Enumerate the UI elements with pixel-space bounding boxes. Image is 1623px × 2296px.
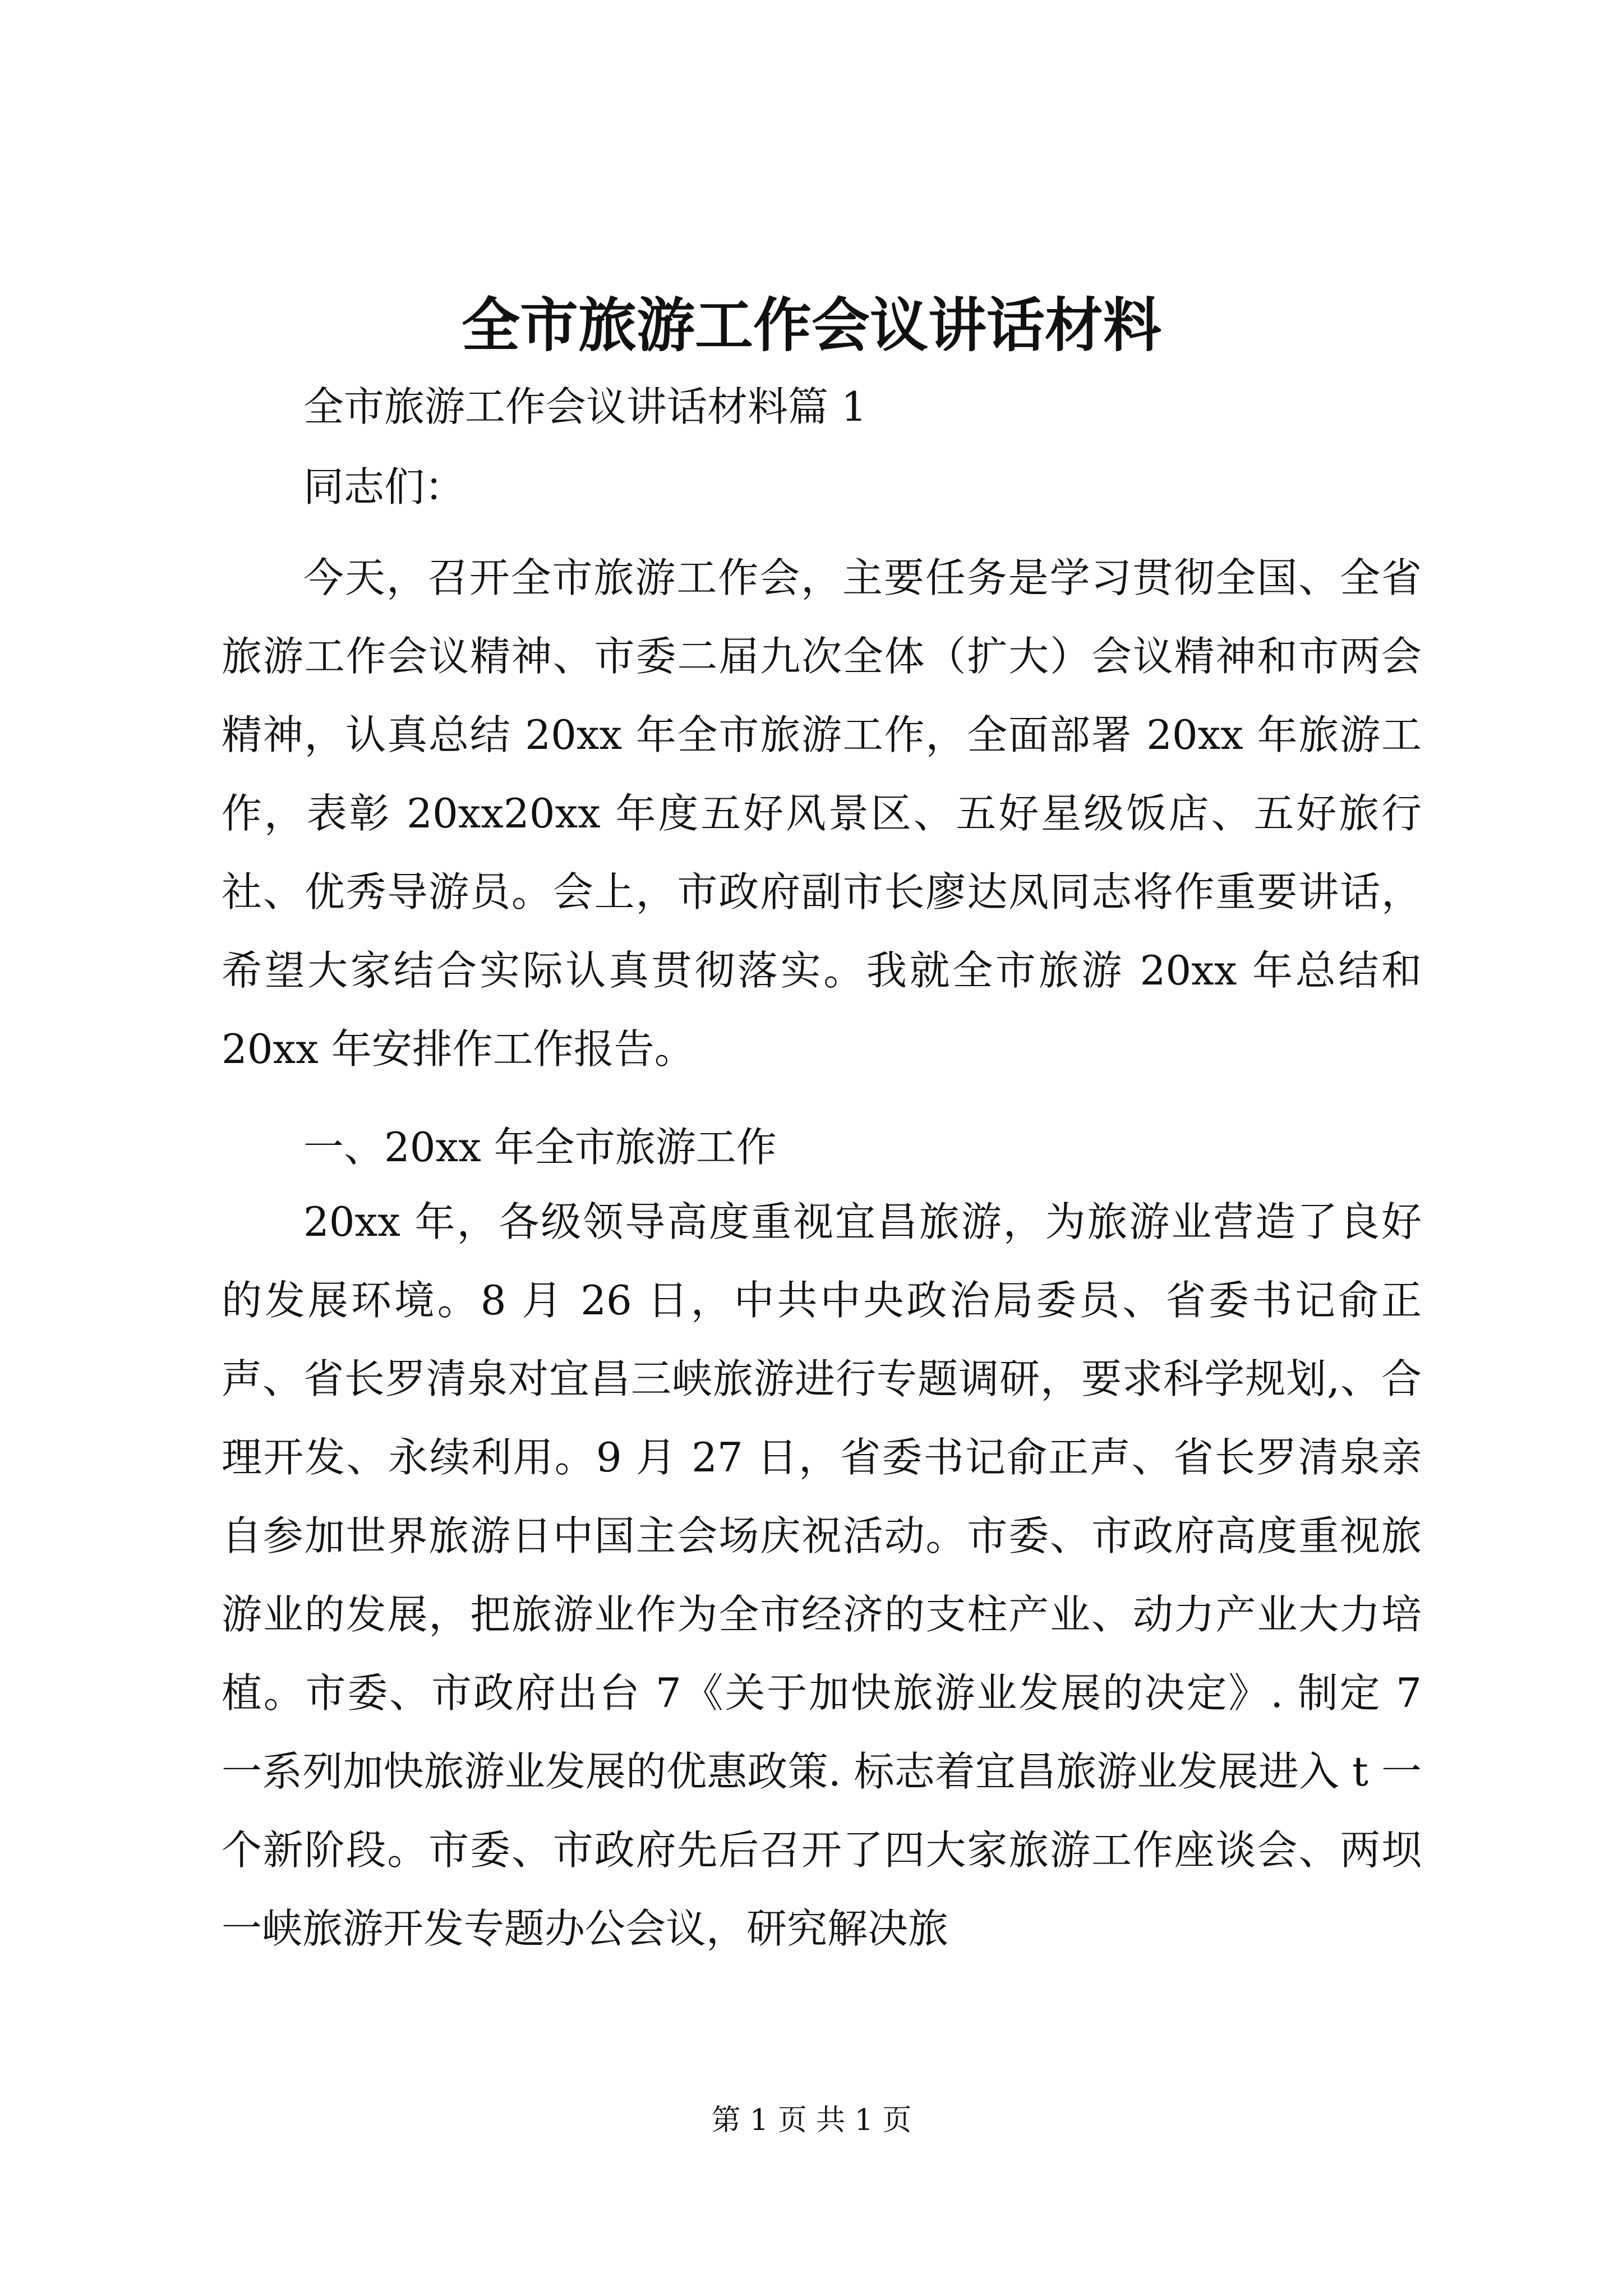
salutation: 同志们： [303,463,465,510]
document-subtitle: 全市旅游工作会议讲话材料篇 1 [303,383,867,430]
document-title: 全市旅游工作会议讲话材料 [461,291,1161,360]
section-heading: 一、20xx 年全市旅游工作 [303,1124,777,1171]
paragraph: 今天，召开全市旅游工作会，主要任务是学习贯彻全国、全省旅游工作会议精神、市委二届九次全体（扩大）会议精神和市两会精神，认真总结 20xx 年全市旅游工作，全面部署 20xx 年旅游工作，表彰 20xx20xx 年度五好风景区、五好星级饭店、五好旅行社、优秀导游员。会上，市政府副市长廖达凤同志将作重要讲话，希望大家结合实际认真贯彻落实。我就全市旅游 20xx 年总结和 20xx 年安排作工作报告。 [222,554,1422,1073]
page-footer: 第 1 页 共 1 页 [711,2104,912,2137]
paragraph: 20xx 年，各级领导高度重视宜昌旅游，为旅游业营造了良好的发展环境。8 月 26 日，中共中央政治局委员、省委书记俞正声、省长罗清泉对宜昌三峡旅游进行专题调研，要求科学规划,、合理开发、永续利用。9 月 27 日，省委书记俞正声、省长罗清泉亲自参加世界旅游日中国主会场庆祝活动。市委、市政府高度重视旅游业的发展，把旅游业作为全市经济的支柱产业、动力产业大力培植。市委、市政府出台 7《关于加快旅游业发展的决定》. 制定 7 一系列加快旅游业发展的优惠政策. 标志着宜昌旅游业发展进入 t 一个新阶段。市委、市政府先后召开了四大家旅游工作座谈会、两坝一峡旅游开发专题办公会议，研究解决旅 [222,1198,1422,1952]
